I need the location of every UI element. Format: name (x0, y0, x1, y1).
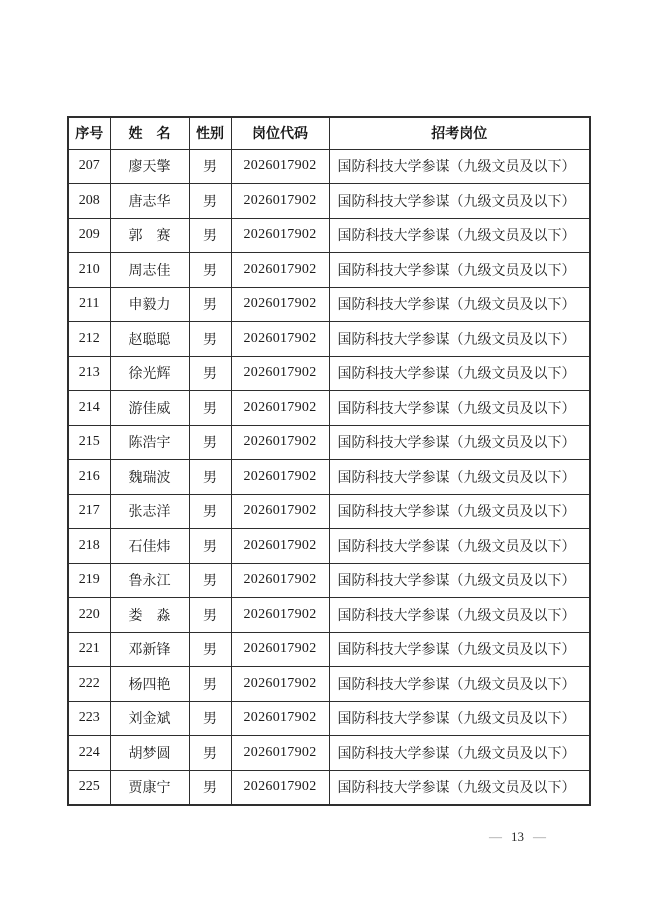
cell-name: 娄 淼 (110, 598, 189, 633)
cell-name: 郭 赛 (110, 218, 189, 253)
table-row (68, 701, 590, 736)
cell-name: 徐光辉 (110, 356, 189, 391)
table-row (68, 529, 590, 564)
cell-gender: 男 (189, 356, 231, 391)
table-row (68, 253, 590, 288)
cell-gender: 男 (189, 287, 231, 322)
column-header-gender: 性别 (189, 117, 231, 149)
cell-position-code: 2026017902 (231, 149, 329, 184)
cell-name: 贾康宁 (110, 770, 189, 805)
column-header-name: 姓 名 (110, 117, 189, 149)
cell-gender: 男 (189, 632, 231, 667)
cell-serial-number: 213 (68, 356, 110, 391)
table-row (68, 184, 590, 219)
cell-recruiting-position: 国防科技大学参谋（九级文员及以下） (329, 149, 590, 184)
table-body (68, 149, 590, 805)
cell-gender: 男 (189, 598, 231, 633)
cell-serial-number: 216 (68, 460, 110, 495)
column-header-serial-number: 序号 (68, 117, 110, 149)
cell-gender: 男 (189, 322, 231, 357)
cell-position-code: 2026017902 (231, 667, 329, 702)
cell-position-code: 2026017902 (231, 184, 329, 219)
cell-serial-number: 210 (68, 253, 110, 288)
cell-recruiting-position: 国防科技大学参谋（九级文员及以下） (329, 287, 590, 322)
cell-serial-number: 207 (68, 149, 110, 184)
footer-page-number: 13 (511, 829, 524, 844)
cell-position-code: 2026017902 (231, 770, 329, 805)
cell-serial-number: 215 (68, 425, 110, 460)
cell-name: 申毅力 (110, 287, 189, 322)
table-row (68, 598, 590, 633)
cell-serial-number: 224 (68, 736, 110, 771)
cell-serial-number: 219 (68, 563, 110, 598)
cell-position-code: 2026017902 (231, 736, 329, 771)
table-row (68, 736, 590, 771)
table-row (68, 632, 590, 667)
cell-recruiting-position: 国防科技大学参谋（九级文员及以下） (329, 598, 590, 633)
cell-gender: 男 (189, 253, 231, 288)
cell-gender: 男 (189, 494, 231, 529)
cell-recruiting-position: 国防科技大学参谋（九级文员及以下） (329, 356, 590, 391)
cell-name: 赵聪聪 (110, 322, 189, 357)
table-row (68, 218, 590, 253)
table-header-row (68, 117, 590, 149)
cell-recruiting-position: 国防科技大学参谋（九级文员及以下） (329, 701, 590, 736)
footer-right-dash: — (533, 829, 546, 844)
cell-recruiting-position: 国防科技大学参谋（九级文员及以下） (329, 632, 590, 667)
table-row (68, 287, 590, 322)
cell-recruiting-position: 国防科技大学参谋（九级文员及以下） (329, 460, 590, 495)
cell-serial-number: 217 (68, 494, 110, 529)
cell-position-code: 2026017902 (231, 632, 329, 667)
cell-serial-number: 223 (68, 701, 110, 736)
cell-gender: 男 (189, 425, 231, 460)
cell-position-code: 2026017902 (231, 529, 329, 564)
cell-serial-number: 209 (68, 218, 110, 253)
cell-gender: 男 (189, 736, 231, 771)
cell-position-code: 2026017902 (231, 356, 329, 391)
cell-position-code: 2026017902 (231, 425, 329, 460)
cell-name: 张志洋 (110, 494, 189, 529)
table-row (68, 322, 590, 357)
cell-name: 胡梦圆 (110, 736, 189, 771)
cell-recruiting-position: 国防科技大学参谋（九级文员及以下） (329, 218, 590, 253)
cell-name: 游佳威 (110, 391, 189, 426)
cell-position-code: 2026017902 (231, 287, 329, 322)
table-row (68, 356, 590, 391)
table-row (68, 494, 590, 529)
cell-position-code: 2026017902 (231, 253, 329, 288)
table-row (68, 425, 590, 460)
table-row (68, 391, 590, 426)
cell-recruiting-position: 国防科技大学参谋（九级文员及以下） (329, 529, 590, 564)
cell-recruiting-position: 国防科技大学参谋（九级文员及以下） (329, 253, 590, 288)
cell-serial-number: 220 (68, 598, 110, 633)
cell-serial-number: 212 (68, 322, 110, 357)
cell-gender: 男 (189, 184, 231, 219)
page-number-footer (489, 829, 546, 845)
candidate-roster-table (67, 116, 591, 806)
cell-position-code: 2026017902 (231, 218, 329, 253)
column-header-position-code: 岗位代码 (231, 117, 329, 149)
cell-serial-number: 221 (68, 632, 110, 667)
table-row (68, 667, 590, 702)
cell-recruiting-position: 国防科技大学参谋（九级文员及以下） (329, 391, 590, 426)
candidate-roster-table-wrap (67, 116, 589, 806)
table-row (68, 563, 590, 598)
cell-serial-number: 208 (68, 184, 110, 219)
cell-name: 杨四艳 (110, 667, 189, 702)
cell-gender: 男 (189, 460, 231, 495)
cell-position-code: 2026017902 (231, 460, 329, 495)
cell-serial-number: 225 (68, 770, 110, 805)
cell-position-code: 2026017902 (231, 322, 329, 357)
cell-serial-number: 211 (68, 287, 110, 322)
cell-recruiting-position: 国防科技大学参谋（九级文员及以下） (329, 494, 590, 529)
table-row (68, 770, 590, 805)
cell-name: 邓新锋 (110, 632, 189, 667)
cell-name: 廖天擎 (110, 149, 189, 184)
cell-gender: 男 (189, 667, 231, 702)
cell-gender: 男 (189, 701, 231, 736)
cell-position-code: 2026017902 (231, 701, 329, 736)
cell-serial-number: 214 (68, 391, 110, 426)
cell-name: 陈浩宇 (110, 425, 189, 460)
cell-position-code: 2026017902 (231, 494, 329, 529)
cell-gender: 男 (189, 391, 231, 426)
table-row (68, 149, 590, 184)
cell-gender: 男 (189, 529, 231, 564)
cell-gender: 男 (189, 770, 231, 805)
cell-gender: 男 (189, 149, 231, 184)
cell-recruiting-position: 国防科技大学参谋（九级文员及以下） (329, 667, 590, 702)
cell-position-code: 2026017902 (231, 563, 329, 598)
cell-position-code: 2026017902 (231, 598, 329, 633)
cell-name: 刘金斌 (110, 701, 189, 736)
cell-gender: 男 (189, 563, 231, 598)
cell-serial-number: 222 (68, 667, 110, 702)
cell-name: 鲁永江 (110, 563, 189, 598)
cell-position-code: 2026017902 (231, 391, 329, 426)
cell-gender: 男 (189, 218, 231, 253)
cell-recruiting-position: 国防科技大学参谋（九级文员及以下） (329, 425, 590, 460)
cell-name: 唐志华 (110, 184, 189, 219)
cell-name: 周志佳 (110, 253, 189, 288)
cell-recruiting-position: 国防科技大学参谋（九级文员及以下） (329, 184, 590, 219)
cell-recruiting-position: 国防科技大学参谋（九级文员及以下） (329, 770, 590, 805)
cell-name: 石佳炜 (110, 529, 189, 564)
cell-name: 魏瑞波 (110, 460, 189, 495)
cell-recruiting-position: 国防科技大学参谋（九级文员及以下） (329, 563, 590, 598)
footer-left-dash: — (489, 829, 502, 844)
column-header-recruiting-position: 招考岗位 (329, 117, 590, 149)
cell-serial-number: 218 (68, 529, 110, 564)
cell-recruiting-position: 国防科技大学参谋（九级文员及以下） (329, 736, 590, 771)
cell-recruiting-position: 国防科技大学参谋（九级文员及以下） (329, 322, 590, 357)
table-row (68, 460, 590, 495)
